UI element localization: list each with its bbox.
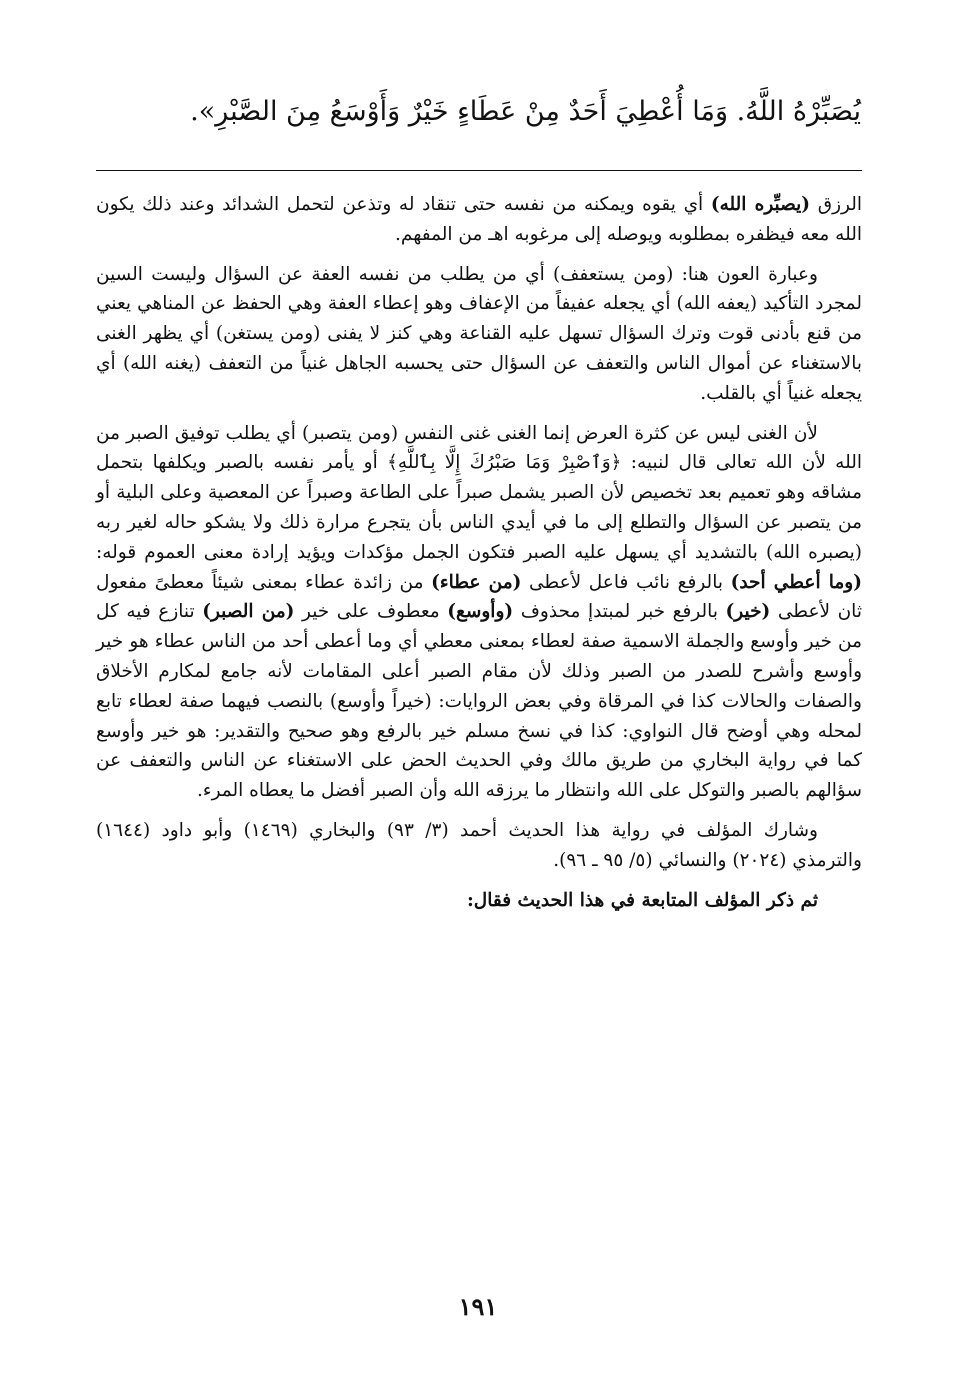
text-segment: تنازع فيه كل من خير وأوسع والجملة الاسمية صفة لعطاء بمعنى معطي أي وما أعطى أحد من الناس عطاء هو خير وأوسع وأشرح للصدر من الصبر وذلك لأن مقام الصبر أعلى المقامات لأنه جامع لمكارم الأخلاق والصفات والحالات كذا في المرقاة وفي بعض الروايات: (خيراً وأوسع) بالنصب فيهما صفة لعطاء تابع لمحله وهي أوضح قال النواوي: كذا في نسخ مسلم خير بالرفع وهو صحيح والتقدير: هو خير وأوسع كما في رواية البخاري من طريق مالك وفي الحديث الحض على الاستغناء عن الناس والتعفف عن سؤالهم بالصبر والتوكل على الله وانتظار ما يرزقه الله وأن الصبر أفضل ما يعطاه المرء. — [96, 601, 862, 802]
commentary-paragraph — [96, 190, 862, 250]
text-segment: الرزق — [810, 194, 862, 215]
bold-quote-segment: (خير) — [725, 601, 771, 623]
text-segment: وعبارة العون هنا: (ومن يستعفف) أي من يطلب من نفسه العفة عن السؤال وليست السين لمجرد التأكيد (يعفه الله) أي يجعله عفيفاً من الإعفاف وهو إعطاء العفة وهي الحفظ عن المناهي يعني من قنع بأدنى قوت وترك السؤال تسهل عليه القناعة وهي كنز لا يفنى (ومن يستغن) أي يظهر الغنى بالاستغناء عن أموال الناس والتعفف عن السؤال حتى يحسبه الجاهل غنياً من التعفف (يغنه الله) أي يجعله غنياً أي بالقلب. — [96, 263, 862, 404]
bold-quote-segment: ثم ذكر المؤلف المتابعة في هذا الحديث فقال: — [466, 889, 818, 911]
bold-quote-segment: (من عطاء) — [431, 571, 522, 593]
text-segment: معطوف على خير — [294, 601, 448, 623]
commentary-paragraph — [96, 419, 862, 806]
page-number: ١٩١ — [458, 1292, 498, 1321]
text-segment: أي يقوه ويمكنه من نفسه حتى تنقاد له وتذعن لتحمل الشدائد وعند ذلك يكون الله معه فيظفره بمطلوبه ويوصله إلى مرغوبه اهـ من المفهم. — [96, 194, 862, 245]
commentary-body — [96, 190, 862, 925]
text-segment: وشارك المؤلف في رواية هذا الحديث أحمد (٣/ ٩٣) والبخاري (١٤٦٩) وأبو داود (١٦٤٤) والترمذي (٢٠٢٤) والنسائي (٥/ ٩٥ ـ ٩٦). — [96, 819, 862, 871]
text-segment: من زائدة عطاء بمعنى شيئاً معطىً مفعول ثان لأعطى — [96, 571, 862, 623]
bold-quote-segment: (وأوسع) — [447, 601, 514, 623]
text-segment: لأن الغنى ليس عن كثرة العرض إنما الغنى غنى النفس (ومن يتصبر) أي يطلب توفيق الصبر من الله لأن الله تعالى قال لنبيه: ﴿وَٱصْبِرْ وَمَا صَبْرُكَ إِلَّا بِٱللَّهِ﴾ أو يأمر نفسه بالصبر ويكلفها بتحمل مشاقه وهو تعميم بعد تخصيص لأن الصبر يشمل صبراً على الطاعة وصبراً عن المعصية وعلى البلية أو من يتصبر عن السؤال والتطلع إلى ما في أيدي الناس بأن يتجرع مرارة ذلك ولا يشكو حاله لغير ربه (يصبره الله) بالتشديد أي يسهل عليه الصبر فتكون الجمل مؤكدات ويؤيد إرادة معنى العموم قوله: — [96, 422, 862, 563]
hadith-text-line: يُصَبِّرْهُ اللَّهُ. وَمَا أُعْطِيَ أَحَدٌ مِنْ عَطَاءٍ خَيْرٌ وَأَوْسَعُ مِنَ الصَّبْرِ». — [190, 96, 861, 127]
bold-quote-segment: (من الصبر) — [202, 601, 295, 623]
commentary-paragraph — [96, 816, 862, 876]
text-segment: بالرفع خبر لمبتدإ محذوف — [513, 601, 726, 623]
bold-quote-segment: (وما أعطي أحد) — [730, 571, 862, 593]
commentary-paragraph — [96, 886, 862, 916]
text-segment: بالرفع نائب فاعل لأعطى — [521, 571, 731, 593]
bold-quote-segment: (يصبِّره الله) — [710, 194, 811, 215]
commentary-paragraph — [96, 260, 862, 409]
footnote-divider — [96, 170, 862, 171]
